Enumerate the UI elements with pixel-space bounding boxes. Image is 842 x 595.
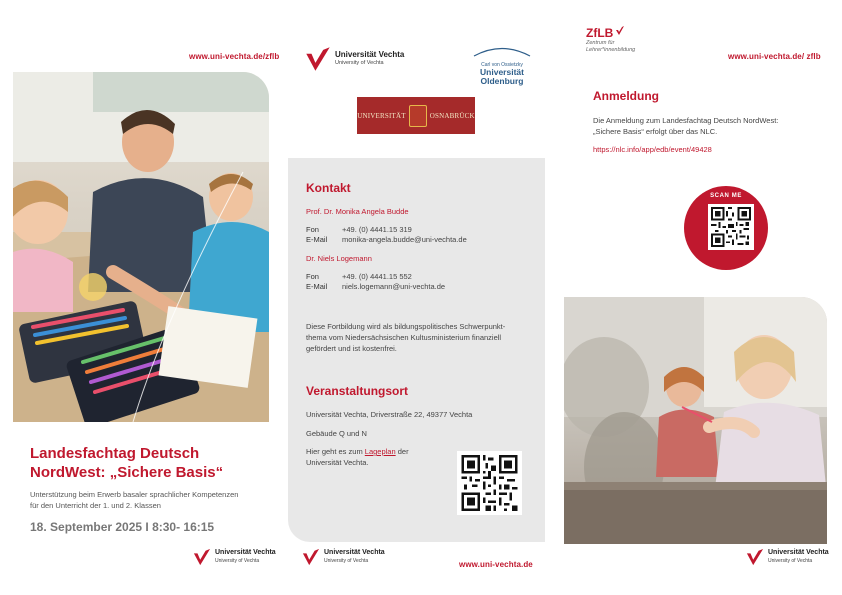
event-subtitle-line2: für den Unterricht der 1. und 2. Klassen [30, 501, 161, 510]
contact1-fon-label: Fon [306, 225, 319, 234]
logo-oldenburg-small: Carl von Ossietzky [481, 62, 523, 68]
qr-code-icon [461, 455, 518, 511]
event-title-line2: NordWest: „Sichere Basis“ [30, 464, 224, 481]
event-title-line1: Landesfachtag Deutsch [30, 445, 200, 462]
contact1-mail[interactable]: monika-angela.budde@uni-vechta.de [342, 235, 467, 244]
event-date: 18. September 2025 I 8:30- 16:15 [30, 520, 215, 534]
footer-logo-sub: University of Vechta [215, 558, 260, 564]
contact2-fon-label: Fon [306, 272, 319, 281]
vechta-logo-mark-icon [305, 46, 331, 72]
ort-heading: Veranstaltungsort [306, 384, 409, 398]
footer-logo-vechta-left [193, 548, 276, 566]
anmeldung-heading: Anmeldung [593, 89, 659, 103]
funding-info-line1: Diese Fortbildung wird als bildungspolitisches Schwerpunkt- [306, 322, 506, 331]
contact1-name: Prof. Dr. Monika Angela Budde [306, 207, 409, 216]
footer-logo-vechta-right [746, 548, 829, 566]
footer-logo-name: Universität Vechta [768, 549, 829, 556]
contact2-name: Dr. Niels Logemann [306, 254, 372, 263]
ort-address: Universität Vechta, Driverstraße 22, 49377 Vechta [306, 410, 473, 419]
logo-vechta-sub: University of Vechta [335, 60, 384, 66]
footer-logo-name: Universität Vechta [324, 549, 385, 556]
event-title [30, 444, 223, 482]
kontakt-heading: Kontakt [306, 181, 351, 195]
logo-osnabrueck-right: OSNABRÜCK [429, 111, 475, 120]
contact2-details [306, 272, 445, 292]
ort-building: Gebäude Q und N [306, 429, 367, 438]
contact2-fon[interactable]: +49. (0) 4441.15 552 [342, 272, 412, 281]
contact2-mail[interactable]: niels.logemann@uni-vechta.de [342, 282, 446, 291]
zflb-sub1: Zentrum für [586, 40, 615, 46]
zflb-sub2: Lehrer*innenbildung [586, 47, 636, 53]
footer-logo-sub: University of Vechta [324, 558, 369, 564]
osnabrueck-seal-icon [409, 105, 427, 127]
zflb-check-icon [615, 26, 625, 36]
oldenburg-arc-icon [472, 45, 532, 57]
anmeldung-link[interactable]: https://nlc.info/app/edb/event/49428 [593, 145, 712, 154]
logo-oldenburg-line2: Oldenburg [480, 76, 524, 86]
contact1-details [306, 225, 467, 245]
funding-info-line3: gefördert und ist kostenfrei. [306, 344, 397, 353]
left-url[interactable]: www.uni-vechta.de/zflb [189, 52, 280, 61]
classroom-photo-teacher [13, 72, 269, 422]
scan-me-label: SCAN ME [710, 193, 742, 199]
logo-zflb [586, 26, 635, 54]
logo-oldenburg-line1: Universität [480, 67, 524, 77]
zflb-title: ZfLB [586, 26, 614, 40]
footer-url[interactable]: www.uni-vechta.de [459, 560, 533, 569]
contact2-mail-label: E-Mail [306, 282, 328, 291]
contact1-mail-label: E-Mail [306, 235, 328, 244]
ort-plan [306, 446, 456, 468]
logo-oldenburg [472, 44, 532, 86]
vechta-logo-mark-icon [302, 548, 320, 566]
ort-plan-post: der [395, 447, 409, 456]
ort-plan-pre: Hier geht es zum [306, 447, 365, 456]
right-url[interactable]: www.uni-vechta.de/ zflb [728, 52, 821, 61]
logo-osnabrueck-left: UNIVERSITÄT [357, 111, 406, 120]
ort-plan-line2: Universität Vechta. [306, 458, 369, 467]
logo-osnabrueck [357, 97, 475, 134]
logo-vechta-name: Universität Vechta [335, 50, 405, 59]
anmeldung-line1: Die Anmeldung zum Landesfachtag Deutsch NordWest: [593, 116, 779, 125]
classroom-photo-children [564, 297, 827, 544]
vechta-logo-mark-icon [746, 548, 764, 566]
lageplan-link[interactable]: Lageplan [364, 447, 396, 456]
qr-code-lageplan[interactable] [457, 451, 522, 515]
funding-info [306, 321, 536, 354]
qr-code-icon [711, 207, 751, 247]
vechta-logo-mark-icon [193, 548, 211, 566]
event-subtitle-line1: Unterstützung beim Erwerb basaler sprachlicher Kompetenzen [30, 490, 239, 499]
qr-code-anmeldung[interactable] [708, 204, 754, 250]
anmeldung-line2: „Sichere Basis“ erfolgt über das NLC. [593, 127, 718, 136]
anmeldung-text [593, 115, 778, 137]
funding-info-line2: thema vom Niedersächsischen Kultusministerium finanziell [306, 333, 502, 342]
contact1-fon[interactable]: +49. (0) 4441.15 319 [342, 225, 412, 234]
scan-me-badge[interactable] [684, 186, 768, 270]
footer-logo-vechta-middle [302, 548, 385, 566]
footer-logo-sub: University of Vechta [768, 558, 813, 564]
event-subtitle [30, 489, 270, 511]
logo-vechta-top [305, 46, 404, 72]
footer-logo-name: Universität Vechta [215, 549, 276, 556]
